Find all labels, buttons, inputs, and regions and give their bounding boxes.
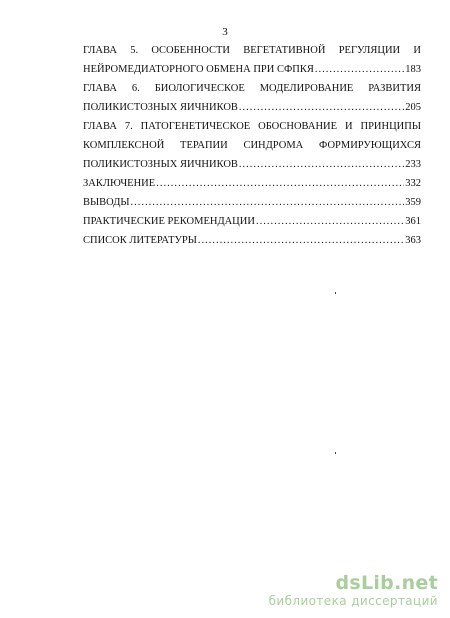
toc-word: КОМПЛЕКСНОЙ <box>83 140 165 151</box>
page-number: 3 <box>222 26 228 38</box>
dot-leader <box>256 212 404 231</box>
table-of-contents <box>83 41 421 250</box>
toc-word: ФОРМИРУЮЩИХСЯ <box>319 140 421 151</box>
dot-leader <box>239 155 404 174</box>
toc-entry-title: НЕЙРОМЕДИАТОРНОГО ОБМЕНА ПРИ СФПКЯ <box>83 64 314 75</box>
toc-entry-title: ЗАКЛЮЧЕНИЕ <box>83 178 156 189</box>
toc-page-number: 359 <box>405 197 421 208</box>
scan-speck <box>335 292 336 294</box>
toc-entry-title: СПИСОК ЛИТЕРАТУРЫ <box>83 235 197 246</box>
toc-word: 7. <box>124 121 133 132</box>
toc-word: ПАТОГЕНЕТИЧЕСКОЕ <box>140 121 251 132</box>
toc-entry-findings[interactable] <box>83 193 421 212</box>
toc-page-number: 233 <box>405 159 421 170</box>
toc-word: БИОЛОГИЧЕСКОЕ <box>154 83 245 94</box>
toc-entry-references[interactable] <box>83 231 421 250</box>
dot-leader <box>156 174 404 193</box>
toc-entry-title: ПОЛИКИСТОЗНЫХ ЯИЧНИКОВ <box>83 159 238 170</box>
toc-page-number: 361 <box>405 216 421 227</box>
toc-entry-title: ПРАКТИЧЕСКИЕ РЕКОМЕНДАЦИИ <box>83 216 255 227</box>
toc-chapter-5-heading <box>83 41 421 60</box>
toc-chapter-7-heading-cont <box>83 136 421 155</box>
toc-page-number: 183 <box>405 64 421 75</box>
toc-entry-title: ВЫВОДЫ <box>83 197 130 208</box>
toc-chapter-6-heading <box>83 79 421 98</box>
toc-word: ГЛАВА <box>83 45 117 56</box>
toc-entry-chapter-5[interactable] <box>83 60 421 79</box>
toc-word: И <box>344 121 353 132</box>
watermark <box>269 572 438 608</box>
toc-page-number: 205 <box>405 102 421 113</box>
toc-word: 5. <box>130 45 139 56</box>
watermark-logo: dsLib.net <box>335 572 438 594</box>
toc-word: СИНДРОМА <box>243 140 304 151</box>
watermark-subtitle: библиотека диссертаций <box>268 594 438 608</box>
toc-word: ГЛАВА <box>83 83 117 94</box>
toc-entry-chapter-6[interactable] <box>83 98 421 117</box>
toc-entry-recommendations[interactable] <box>83 212 421 231</box>
dot-leader <box>198 231 404 250</box>
toc-word: РЕГУЛЯЦИИ <box>338 45 401 56</box>
toc-word: МОДЕЛИРОВАНИЕ <box>259 83 354 94</box>
dot-leader <box>315 60 404 79</box>
toc-page-number: 332 <box>405 178 421 189</box>
toc-page-number: 363 <box>405 235 421 246</box>
dot-leader <box>239 98 404 117</box>
toc-entry-title: ПОЛИКИСТОЗНЫХ ЯИЧНИКОВ <box>83 102 238 113</box>
toc-entry-chapter-7[interactable] <box>83 155 421 174</box>
toc-word: И <box>413 45 421 56</box>
toc-word: ОСОБЕННОСТИ <box>151 45 230 56</box>
toc-word: ОБОСНОВАНИЕ <box>258 121 338 132</box>
toc-chapter-7-heading <box>83 117 421 136</box>
toc-word: ГЛАВА <box>83 121 117 132</box>
toc-entry-conclusion[interactable] <box>83 174 421 193</box>
toc-word: 6. <box>131 83 140 94</box>
toc-word: ВЕГЕТАТИВНОЙ <box>243 45 326 56</box>
toc-word: ТЕРАПИИ <box>180 140 228 151</box>
toc-word: РАЗВИТИЯ <box>368 83 421 94</box>
toc-word: ПРИНЦИПЫ <box>360 121 421 132</box>
scan-speck <box>335 452 336 454</box>
dot-leader <box>131 193 405 212</box>
